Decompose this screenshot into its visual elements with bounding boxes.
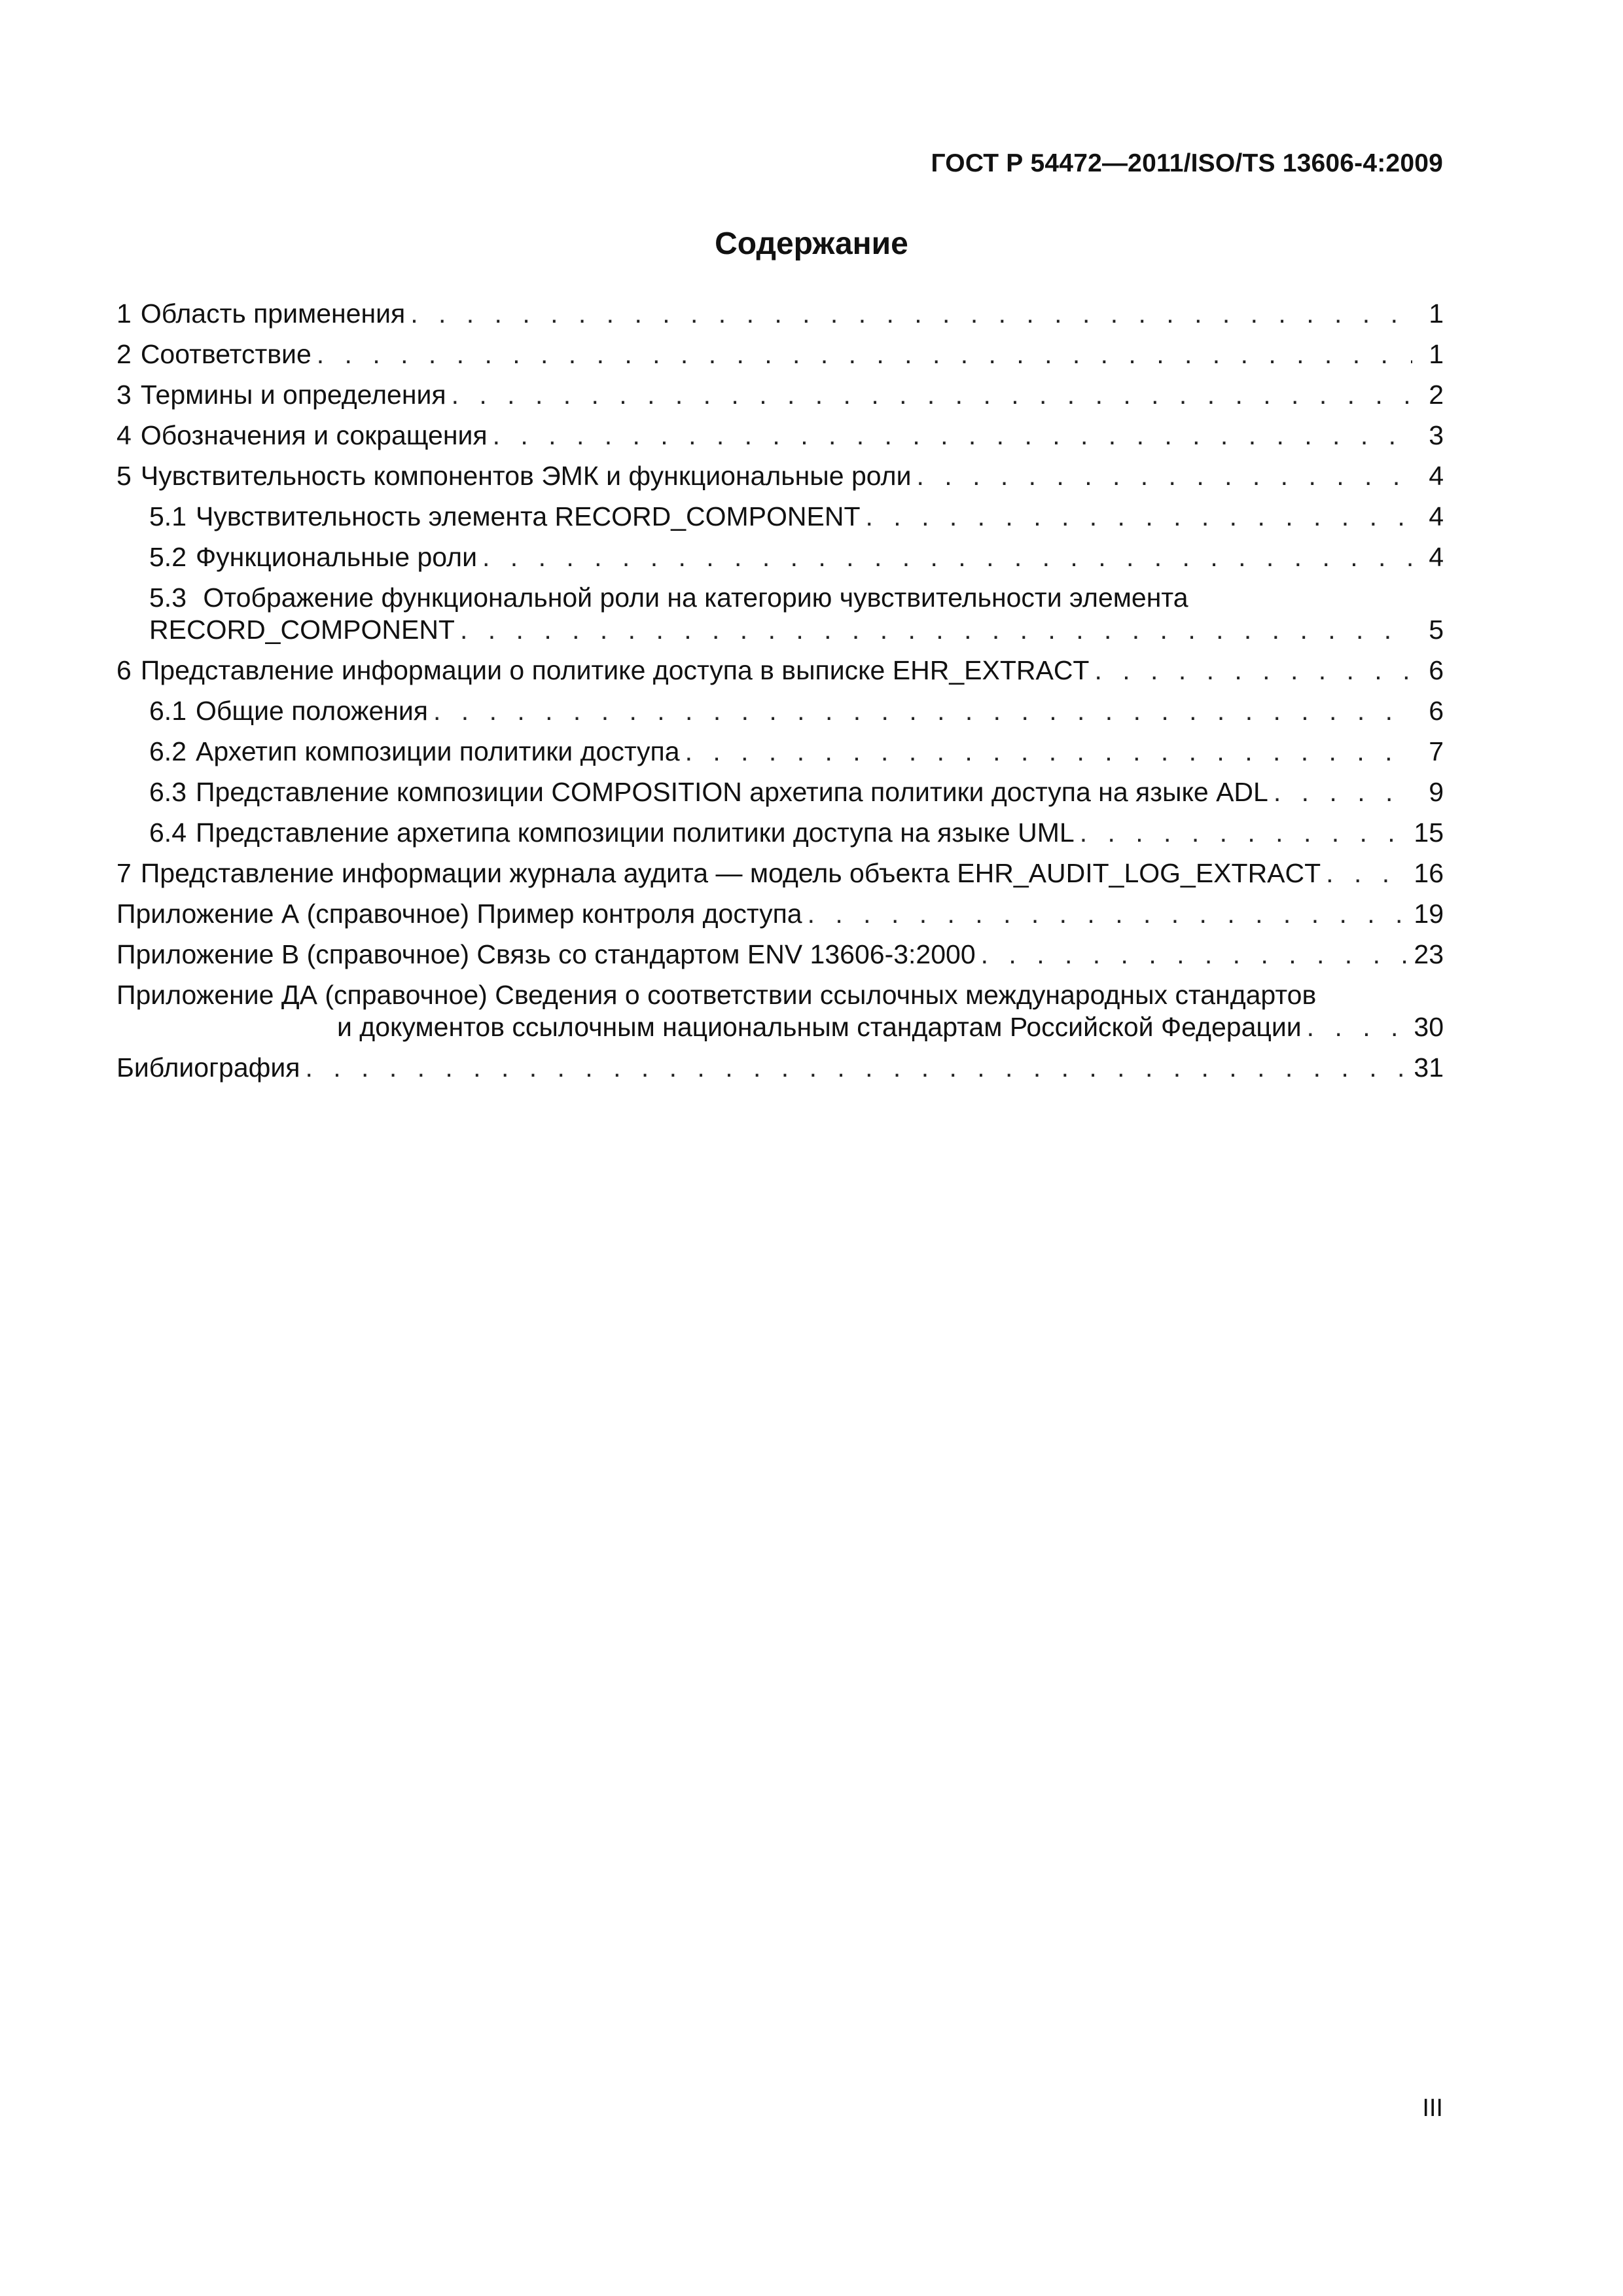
toc-entry-3[interactable]: [116, 379, 1444, 411]
toc-leader-dots: [1326, 857, 1408, 889]
toc-entry-page: 1: [1429, 298, 1444, 329]
toc-entry-page: 30: [1414, 1012, 1444, 1042]
toc-entry-number: 5.1: [149, 501, 187, 531]
toc-entry-page: 6: [1429, 696, 1444, 726]
toc-entry-title: Представление информации о политике доступа в выписке EHR_EXTRACT: [140, 655, 1090, 685]
toc-entry-page: 7: [1429, 736, 1444, 766]
toc-entry-title: Приложение А (справочное) Пример контроля доступа: [116, 899, 802, 929]
toc-entry-title: Соответствие: [140, 339, 312, 369]
toc-entry-5[interactable]: [116, 460, 1444, 492]
toc-entry-number: 3: [116, 380, 132, 410]
toc-entry-title: Общие положения: [196, 696, 429, 726]
toc-entry-number: 5: [116, 461, 132, 491]
page-number: III: [1422, 2094, 1443, 2122]
toc-entry-number: 1: [116, 298, 132, 329]
toc-leader-dots: [482, 541, 1412, 573]
toc-entry-page: 2: [1429, 380, 1444, 410]
toc-entry-title-line2: и документов ссылочным национальным стандартам Российской Федерации: [337, 1012, 1302, 1042]
toc-entry-title: Чувствительность компонентов ЭМК и функциональные роли: [140, 461, 912, 491]
toc-entry-number: 5.2: [149, 542, 187, 572]
toc-entry-page: 4: [1429, 461, 1444, 491]
document-header: ГОСТ Р 54472—2011/ISO/TS 13606-4:2009: [931, 149, 1443, 177]
toc-entry-title: Приложение В (справочное) Связь со стандартом ENV 13606-3:2000: [116, 939, 976, 969]
toc-entry-page: 4: [1429, 542, 1444, 572]
toc-entry-title: Архетип композиции политики доступа: [196, 736, 680, 766]
toc-entry-number: 6.1: [149, 696, 187, 726]
toc-entry-2[interactable]: [116, 338, 1444, 370]
toc-entry-6-3[interactable]: [116, 776, 1444, 808]
toc-leader-dots: [917, 460, 1412, 492]
toc-entry-1[interactable]: [116, 298, 1444, 330]
toc-entry-title-line2: RECORD_COMPONENT: [149, 615, 455, 645]
toc-entry-page: 3: [1429, 420, 1444, 450]
toc-entry-6-2[interactable]: [116, 736, 1444, 768]
toc-entry-page: 4: [1429, 501, 1444, 531]
toc-entry-page: 19: [1414, 899, 1444, 929]
toc-entry-page: 31: [1414, 1052, 1444, 1083]
toc-leader-dots: [452, 379, 1412, 411]
toc-entry-number: 4: [116, 420, 132, 450]
page-title: Содержание: [715, 226, 908, 261]
toc-entry-number: 6.2: [149, 736, 187, 766]
toc-entry-number: 7: [116, 858, 132, 888]
toc-entry-6-4[interactable]: [116, 817, 1444, 849]
toc-entry-number: 6: [116, 655, 132, 685]
toc-entry-6-1[interactable]: [116, 695, 1444, 727]
toc-leader-dots: [317, 338, 1412, 370]
toc-entry-title: Представление архетипа композиции политики доступа на языке UML: [196, 817, 1075, 848]
toc-entry-page: 15: [1414, 817, 1444, 848]
toc-leader-dots: [1274, 776, 1412, 808]
toc-entry-title: Обозначения и сокращения: [140, 420, 488, 450]
toc-leader-dots: [1307, 1011, 1409, 1043]
toc-entry-number: 6.4: [149, 817, 187, 848]
toc-entry-page: 1: [1429, 339, 1444, 369]
toc-entry-title: Библиография: [116, 1052, 300, 1083]
toc-entry-appendix-b[interactable]: [116, 939, 1444, 971]
toc-entry-title: Представление информации журнала аудита — модель объекта EHR_AUDIT_LOG_EXTRACT: [140, 858, 1321, 888]
toc-entry-title: Область применения: [140, 298, 406, 329]
toc-entry-page: 6: [1429, 655, 1444, 685]
toc-entry-appendix-a[interactable]: [116, 898, 1444, 930]
toc-entry-page: 16: [1414, 858, 1444, 888]
toc-entry-bibliography[interactable]: [116, 1052, 1444, 1084]
toc-leader-dots: [1094, 655, 1412, 687]
toc-entry-title: Термины и определения: [140, 380, 446, 410]
toc-leader-dots: [866, 501, 1413, 533]
table-of-contents: [116, 298, 1444, 1092]
toc-entry-title: Представление композиции COMPOSITION архетипа политики доступа на языке ADL: [196, 777, 1268, 807]
toc-entry-page: 23: [1414, 939, 1444, 969]
toc-entry-page: 5: [1429, 615, 1444, 645]
toc-leader-dots: [460, 614, 1412, 646]
toc-leader-dots: [808, 898, 1409, 930]
toc-leader-dots: [685, 736, 1412, 768]
toc-entry-appendix-da[interactable]: [116, 979, 1444, 1043]
toc-entry-number: 5.3: [149, 583, 187, 613]
toc-leader-dots: [1080, 817, 1409, 849]
toc-entry-7[interactable]: [116, 857, 1444, 889]
toc-leader-dots: [433, 695, 1412, 727]
toc-entry-4[interactable]: [116, 420, 1444, 452]
toc-entry-title: Функциональные роли: [196, 542, 477, 572]
toc-entry-number: 6.3: [149, 777, 187, 807]
toc-entry-title-line1: Приложение ДА (справочное) Сведения о соответствии ссылочных международных стандартов: [116, 980, 1317, 1010]
toc-leader-dots: [410, 298, 1412, 330]
toc-entry-5-1[interactable]: [116, 501, 1444, 533]
toc-leader-dots: [981, 939, 1409, 971]
toc-leader-dots: [305, 1052, 1408, 1084]
toc-entry-6[interactable]: [116, 655, 1444, 687]
toc-entry-5-3[interactable]: [116, 582, 1444, 646]
toc-entry-title: Чувствительность элемента RECORD_COMPONENT: [196, 501, 861, 531]
toc-entry-page: 9: [1429, 777, 1444, 807]
toc-leader-dots: [493, 420, 1412, 452]
toc-entry-number: 2: [116, 339, 132, 369]
toc-entry-title-line1: Отображение функциональной роли на категорию чувствительности элемента: [203, 583, 1188, 613]
toc-entry-5-2[interactable]: [116, 541, 1444, 573]
